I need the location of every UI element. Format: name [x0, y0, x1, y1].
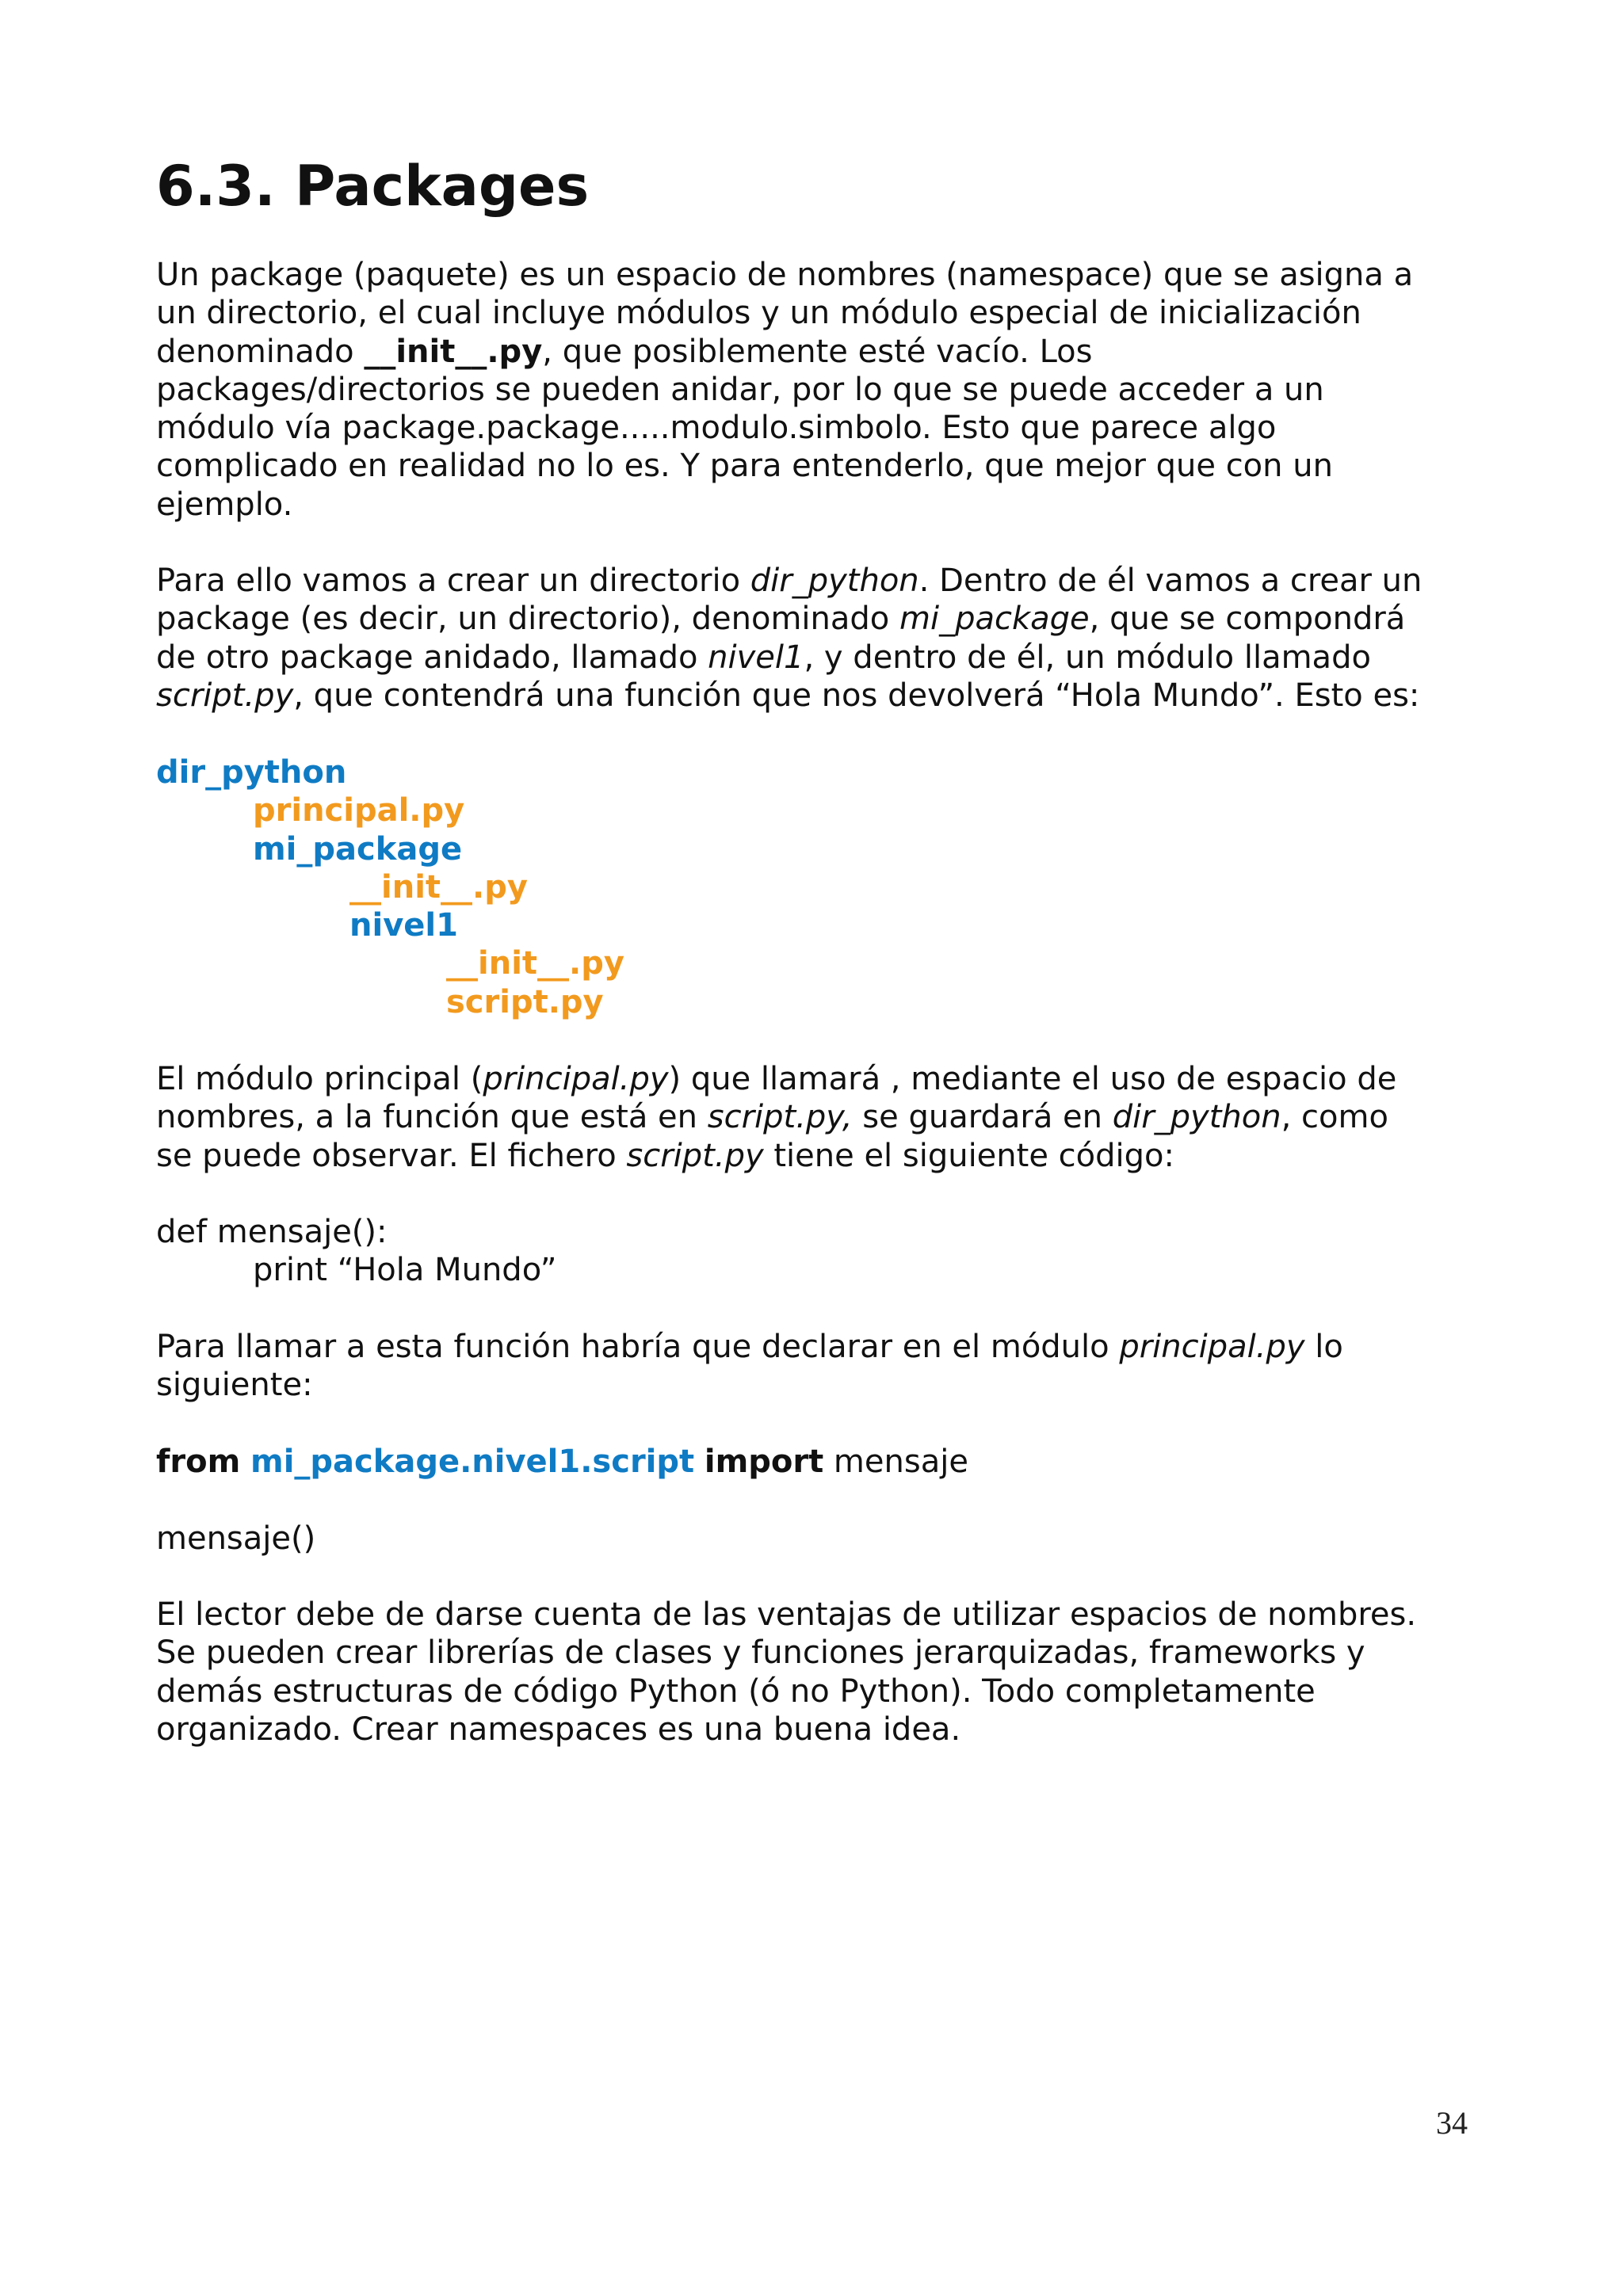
tree-dir-dir-python: dir_python: [156, 754, 347, 791]
tree-dir-mi-package: mi_package: [253, 830, 463, 868]
text-span: , que posiblemente esté vacío. Los: [542, 333, 1093, 370]
text-line: Se pueden crear librerías de clases y funciones jerarquizadas, frameworks y: [156, 1634, 1365, 1672]
paragraph-example-setup: [156, 562, 1422, 715]
code-line: mensaje(): [156, 1520, 316, 1557]
paragraph-intro: [156, 256, 1413, 524]
text-line: Un package (paquete) es un espacio de nombres (namespace) que se asigna a: [156, 257, 1414, 293]
code-call-line: [156, 1520, 315, 1558]
text-line: siguiente:: [156, 1367, 313, 1404]
italic-term: principal.py: [483, 1061, 669, 1097]
text-span: de otro package anidado, llamado: [156, 639, 708, 676]
text-span: , que contendrá una función que nos devolverá “Hola Mundo”. Esto es:: [293, 677, 1420, 714]
code-block-script: [156, 1213, 556, 1290]
text-span: , como: [1281, 1099, 1388, 1136]
text-span: nombres, a la función que está en: [156, 1099, 708, 1136]
text-line: [156, 1328, 1343, 1366]
paragraph-principal-module: [156, 1060, 1396, 1175]
text-line: [156, 639, 1422, 677]
tree-file-init-nested: __init__.py: [446, 945, 624, 982]
init-file-bold: __init__.py: [364, 333, 543, 370]
keyword-import: import: [704, 1444, 824, 1480]
code-line: [156, 1443, 968, 1481]
code-import-line: [156, 1443, 968, 1481]
italic-term: dir_python: [1112, 1099, 1281, 1136]
paragraph-conclusion: [156, 1596, 1416, 1749]
tree-file-init: __init__.py: [349, 868, 528, 906]
directory-tree: [156, 753, 624, 1021]
text-line: [156, 1137, 1396, 1175]
text-line: [156, 1060, 1396, 1098]
code-line: print “Hola Mundo”: [253, 1252, 557, 1289]
text-line: packages/directorios se pueden anidar, por lo que se puede acceder a un: [156, 371, 1324, 408]
imported-name: mensaje: [823, 1444, 968, 1480]
text-line: [156, 677, 1422, 715]
text-line: módulo vía package.package.....modulo.simbolo. Esto que parece algo: [156, 410, 1277, 447]
italic-term: script.py: [156, 677, 294, 714]
text-line: [156, 333, 1413, 371]
text-span: lo: [1304, 1329, 1343, 1365]
page-number: 34: [1436, 2105, 1468, 2141]
italic-term: mi_package: [899, 601, 1090, 638]
text-span: denominado: [156, 333, 365, 370]
text-line: [156, 562, 1422, 600]
tree-dir-nivel1: nivel1: [349, 907, 458, 944]
text-span: se guardará en: [852, 1099, 1113, 1136]
paragraph-call-instructions: [156, 1328, 1343, 1405]
italic-term: script.py,: [707, 1099, 853, 1136]
text-span: El módulo principal (: [156, 1061, 483, 1097]
text-line: demás estructuras de código Python (ó no Python). Todo completamente: [156, 1672, 1316, 1710]
tree-file-principal: principal.py: [253, 792, 465, 830]
text-line: El lector debe de darse cuenta de las ventajas de utilizar espacios de nombres.: [156, 1596, 1417, 1633]
italic-term: nivel1: [708, 639, 804, 676]
text-span: , que se compondrá: [1089, 601, 1406, 638]
text-span: , y dentro de él, un módulo llamado: [804, 639, 1371, 676]
text-line: organizado. Crear namespaces es una buena idea.: [156, 1711, 961, 1748]
italic-term: dir_python: [750, 563, 919, 599]
text-span: Para ello vamos a crear un directorio: [156, 563, 750, 599]
text-span: Para llamar a esta función habría que declarar en el módulo: [156, 1329, 1120, 1365]
section-heading: 6.3. Packages: [156, 154, 590, 219]
text-span: . Dentro de él vamos a crear un: [918, 563, 1423, 599]
text-line: [156, 1098, 1396, 1136]
tree-file-script: script.py: [446, 983, 604, 1020]
text-span: tiene el siguiente código:: [763, 1137, 1174, 1174]
text-line: [156, 600, 1422, 638]
module-path: mi_package.nivel1.script: [250, 1444, 695, 1480]
text-line: un directorio, el cual incluye módulos y un módulo especial de inicialización: [156, 295, 1361, 332]
text-span: se puede observar. El fichero: [156, 1137, 627, 1174]
text-span: package (es decir, un directorio), denominado: [156, 601, 899, 638]
text-span: ) que llamará , mediante el uso de espacio de: [668, 1061, 1397, 1097]
text-line: complicado en realidad no lo es. Y para entenderlo, que mejor que con un: [156, 448, 1333, 485]
text-line: ejemplo.: [156, 486, 293, 523]
keyword-from: from: [156, 1444, 241, 1480]
italic-term: principal.py: [1119, 1329, 1305, 1365]
italic-term: script.py: [626, 1137, 764, 1174]
code-line: def mensaje():: [156, 1214, 388, 1250]
